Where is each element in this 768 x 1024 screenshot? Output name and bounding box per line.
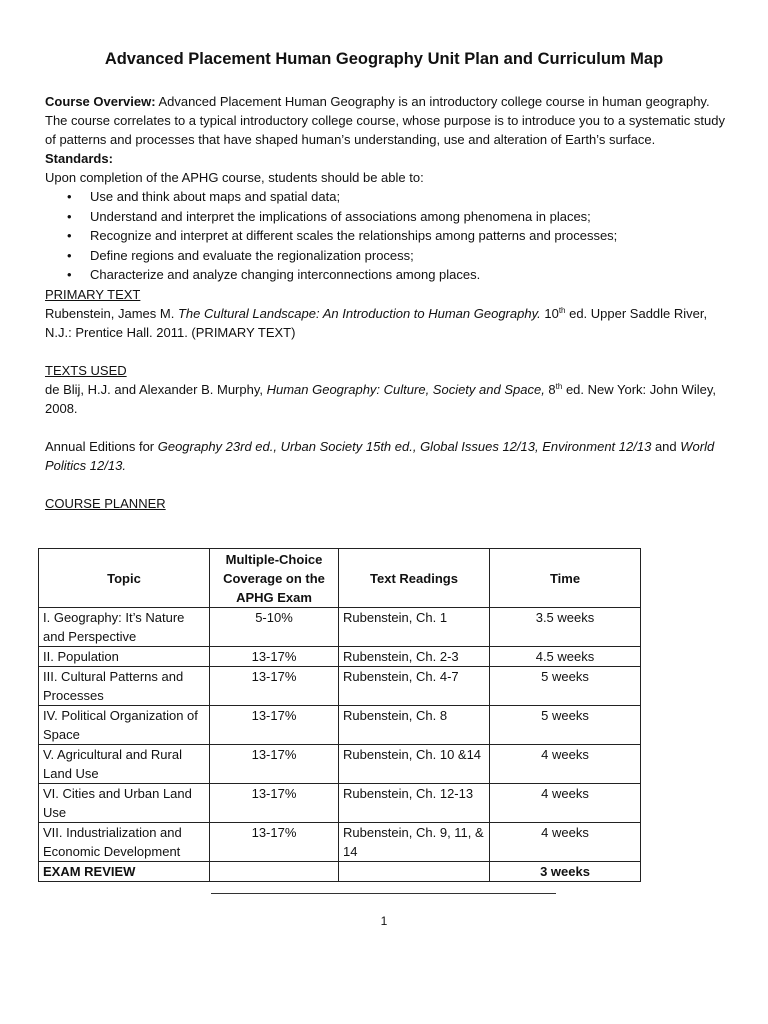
annual-editions-prefix: Annual Editions for [45,438,158,454]
readings-cell: Rubenstein, Ch. 1 [339,608,490,647]
standards-item [45,226,725,246]
primary-book-title: The Cultural Landscape: An Introduction to Human Geography. [177,305,541,321]
coverage-cell: 13-17% [210,706,339,745]
coverage-cell: 5-10% [210,608,339,647]
primary-edition-suffix: th [558,305,566,315]
coverage-cell: 13-17% [210,667,339,706]
annual-editions-last: World Politics 12/13. [45,438,715,473]
table-row [39,647,641,667]
page-title: Advanced Placement Human Geography Unit Plan and Curriculum Map [104,50,664,68]
texts-used-edition-suffix: th [555,381,563,391]
annual-editions-titles: Geography 23rd ed., Urban Society 15th ed., Global Issues 12/13, Environment 12/13 [157,438,652,454]
standards-label: Standards: [45,151,113,166]
standards-item [45,265,725,285]
primary-text-heading: PRIMARY TEXT [45,286,141,302]
standards-item-text: Define regions and evaluate the regionalization process; [90,247,414,263]
column-header-coverage: Multiple-Choice Coverage on the APHG Exam [210,549,339,608]
standards-item [45,187,725,207]
page-number: 1 [380,914,388,928]
readings-cell: Rubenstein, Ch. 10 &14 [339,745,490,784]
document-body [45,92,725,513]
topic-cell: III. Cultural Patterns and Processes [39,667,210,706]
readings-cell: Rubenstein, Ch. 9, 11, & 14 [339,823,490,862]
annual-editions-and: and [651,438,681,454]
coverage-cell: 13-17% [210,745,339,784]
texts-used-book-title: Human Geography: Culture, Society and Space, [266,381,545,397]
topic-cell: VI. Cities and Urban Land Use [39,784,210,823]
table-row [39,745,641,784]
bullet-icon: • [67,228,72,243]
coverage-cell: 13-17% [210,647,339,667]
primary-edition-number: 10 [540,305,559,321]
readings-cell: Rubenstein, Ch. 12-13 [339,784,490,823]
texts-used-citation [45,380,725,418]
topic-cell: V. Agricultural and Rural Land Use [39,745,210,784]
standards-item-text: Use and think about maps and spatial data; [90,189,341,204]
primary-text-citation [45,304,725,342]
standards-intro: Upon completion of the APHG course, students should be able to: [45,170,424,185]
readings-cell: Rubenstein, Ch. 4-7 [339,667,490,706]
readings-cell: Rubenstein, Ch. 8 [339,706,490,745]
course-planner-heading: COURSE PLANNER [45,495,166,511]
time-cell: 4 weeks [490,784,641,823]
readings-cell [339,862,490,882]
bullet-icon: • [67,267,72,282]
column-header-time: Time [490,549,641,608]
time-cell: 4.5 weeks [490,647,641,667]
topic-cell: II. Population [39,647,210,667]
texts-used-author: de Blij, H.J. and Alexander B. Murphy, [45,381,267,397]
time-cell: 4 weeks [490,823,641,862]
time-cell: 4 weeks [490,745,641,784]
course-planner-table [38,548,641,882]
column-header-topic: Topic [39,549,210,608]
standards-item [45,207,725,227]
texts-used-publisher: ed. New York: John Wiley, 2008. [45,381,716,416]
time-cell: 5 weeks [490,667,641,706]
topic-cell: IV. Political Organization of Space [39,706,210,745]
bullet-icon: • [67,247,72,263]
standards-item [45,246,725,266]
coverage-cell [210,862,339,882]
table-row [39,608,641,647]
topic-cell: I. Geography: It’s Nature and Perspective [39,608,210,647]
course-overview [45,92,725,149]
standards-item-text: Recognize and interpret at different scales the relationships among patterns and processes; [90,228,618,243]
overview-text: Advanced Placement Human Geography is an introductory college course in human geography. The course correlates to a typical introductory college course, whose purpose is to introduce you to a systematic study of patterns and processes that have shaped human’s understanding, use and alteration of Earth’s surface. [45,94,725,147]
standards-list [45,187,725,285]
standards-item-text: Understand and interpret the implications of associations among phenomena in places; [90,208,591,224]
time-cell: 5 weeks [490,706,641,745]
table-row [39,667,641,706]
coverage-cell: 13-17% [210,823,339,862]
column-header-readings: Text Readings [339,549,490,608]
primary-publisher: ed. Upper Saddle River, N.J.: Prentice Hall. 2011. (PRIMARY TEXT) [45,305,708,340]
table-row [39,706,641,745]
standards-item-text: Characterize and analyze changing interconnections among places. [90,267,481,282]
time-cell: 3.5 weeks [490,608,641,647]
primary-author: Rubenstein, James M. [45,305,178,321]
annual-editions [45,437,725,475]
overview-label: Course Overview: [45,94,156,109]
bullet-icon: • [67,208,72,224]
topic-cell: EXAM REVIEW [39,862,210,882]
table-header-row [39,549,641,608]
bullet-icon: • [67,189,72,204]
coverage-cell: 13-17% [210,784,339,823]
texts-used-edition-number: 8 [544,381,556,397]
time-cell: 3 weeks [490,862,641,882]
topic-cell: VII. Industrialization and Economic Development [39,823,210,862]
footer-divider [211,893,556,894]
table-row [39,784,641,823]
texts-used-heading: TEXTS USED [45,362,127,378]
table-row [39,823,641,862]
table-row-exam-review [39,862,641,882]
readings-cell: Rubenstein, Ch. 2-3 [339,647,490,667]
